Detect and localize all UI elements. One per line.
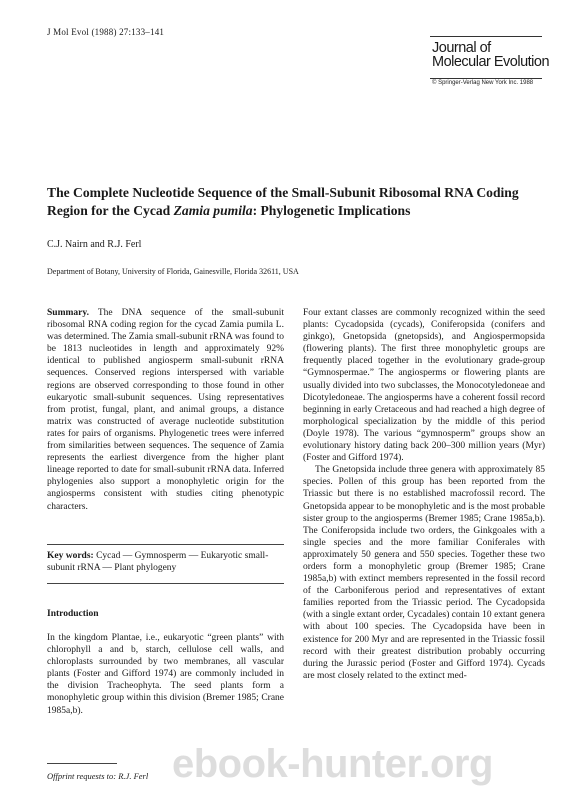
introduction-paragraph: In the kingdom Plantae, i.e., eukaryotic “green plants” with chlorophyll a and b, starch, cellulose cell walls, and chloroplasts surrounded by two membranes, all vascular plants (Foster and Gifford 1974) are commonly included in the division Tracheophyta. The seed plants form a monophyletic group within this division (Bremer 1985; Crane 1985a,b). bbox=[47, 633, 284, 716]
keywords-rule-bottom bbox=[47, 583, 284, 584]
authors: C.J. Nairn and R.J. Ferl bbox=[47, 239, 142, 250]
watermark: ebook-hunter.org bbox=[172, 742, 493, 786]
summary-block bbox=[47, 307, 284, 513]
right-paragraph-1: Four extant classes are commonly recognized within the seed plants: Cycadopsida (cycads), Coniferopsida (conifers and ginkgo), Gnetopsida (gnetopsids), and Angiospermopsida (flowering plants). The first three monophyletic groups are frequently placed together in the evolutionary grade-group “Gymnospermae.” The angiosperms or flowering plants are usually divided into two subclasses, the Monocotyledoneae and Dicotyledoneae. The angiosperms have a coherent fossil record beginning in early Cretaceous and had reached a high degree of morphological specialization by the middle of this period (Doyle 1978). The various “gymnosperm” groups show an evolutionary history dating back 200–300 million years (Myr) (Foster and Gifford 1974). bbox=[303, 308, 545, 464]
offprint-footnote: Offprint requests to: R.J. Ferl bbox=[47, 771, 149, 781]
keywords-rule-top bbox=[47, 544, 284, 545]
journal-name-line1: Journal of bbox=[432, 40, 491, 56]
journal-logo bbox=[432, 41, 549, 69]
article-title bbox=[47, 184, 547, 220]
affiliation: Department of Botany, University of Florida, Gainesville, Florida 32611, USA bbox=[47, 267, 299, 276]
title-species-name: Zamia pumila bbox=[173, 203, 253, 218]
keywords-label: Key words: bbox=[47, 551, 94, 561]
summary-label: Summary. bbox=[47, 308, 89, 318]
copyright-notice: © Springer-Verlag New York Inc. 1988 bbox=[432, 80, 534, 86]
journal-logo-rule-top bbox=[430, 36, 542, 37]
title-part-2: : Phylogenetic Implications bbox=[252, 203, 411, 218]
title-part-1: The Complete Nucleotide Sequence of the Small-Subunit Ribosomal RNA Coding Region for the Cycad bbox=[47, 185, 519, 218]
introduction-heading: Introduction bbox=[47, 609, 99, 619]
introduction-body bbox=[47, 632, 284, 717]
journal-name-line2: Molecular Evolution bbox=[432, 54, 550, 70]
keywords-text: Cycad — Gymnosperm — Eukaryotic small-subunit rRNA — Plant phylogeny bbox=[47, 551, 269, 574]
summary-text: The DNA sequence of the small-subunit ribosomal RNA coding region for the cycad Zamia pumila L. was determined. The Zamia small-subunit rRNA was found to be 1813 nucleotides in length and approximately 92% identical to published angiosperm small-subunit rRNA sequences. Conserved regions interspersed with variable regions are observed corresponding to those found in other eukaryotic small-subunit sequences. Using representatives from protist, fungal, plant, and animal groups, a distance matrix was constructed of average nucleotide substitution rates for pairs of organisms. Phylogenetic trees were inferred from similarities between sequences. The sequence of Zamia represents the earliest divergence from the higher plant lineage reported to date for small-subunit rRNA data. Inferred phylogenies also support a monophyletic origin for the angiosperms consistent with studies citing phenotypic characters. bbox=[47, 308, 284, 512]
right-column bbox=[303, 307, 545, 682]
footnote-rule bbox=[47, 763, 117, 764]
journal-logo-rule-bottom bbox=[430, 78, 542, 79]
right-paragraph-2: The Gnetopsida include three genera with approximately 85 species. Pollen of this group has been reported from the Triassic but there is no established macrofossil record. The Gnetopsida appear to be monophyletic and is the most probable sister group to the angiosperms (Bremer 1985; Crane 1985a,b). The Coniferopsida include two orders, the Ginkgoales with a single species and the more familiar Coniferales with approximately 50 genera and 550 species. Together these two orders form a monophyletic group (Bremer 1985; Crane 1985a,b) with extinct members represented in the fossil record of the Carboniferous period and representatives of extant families reported from the Triassic period. The Cycadopsida (with a single extant order, Cycadales) contain 10 extant genera with about 100 species. The Cycadopsida have been in existence for 200 Myr and are represented in the Triassic fossil record with their greatest distribution probably occurring during the Jurassic period (Foster and Gifford 1974). Cycads are most closely related to the extinct med- bbox=[303, 465, 545, 681]
journal-citation: J Mol Evol (1988) 27:133–141 bbox=[47, 27, 165, 37]
keywords-block bbox=[47, 550, 284, 574]
